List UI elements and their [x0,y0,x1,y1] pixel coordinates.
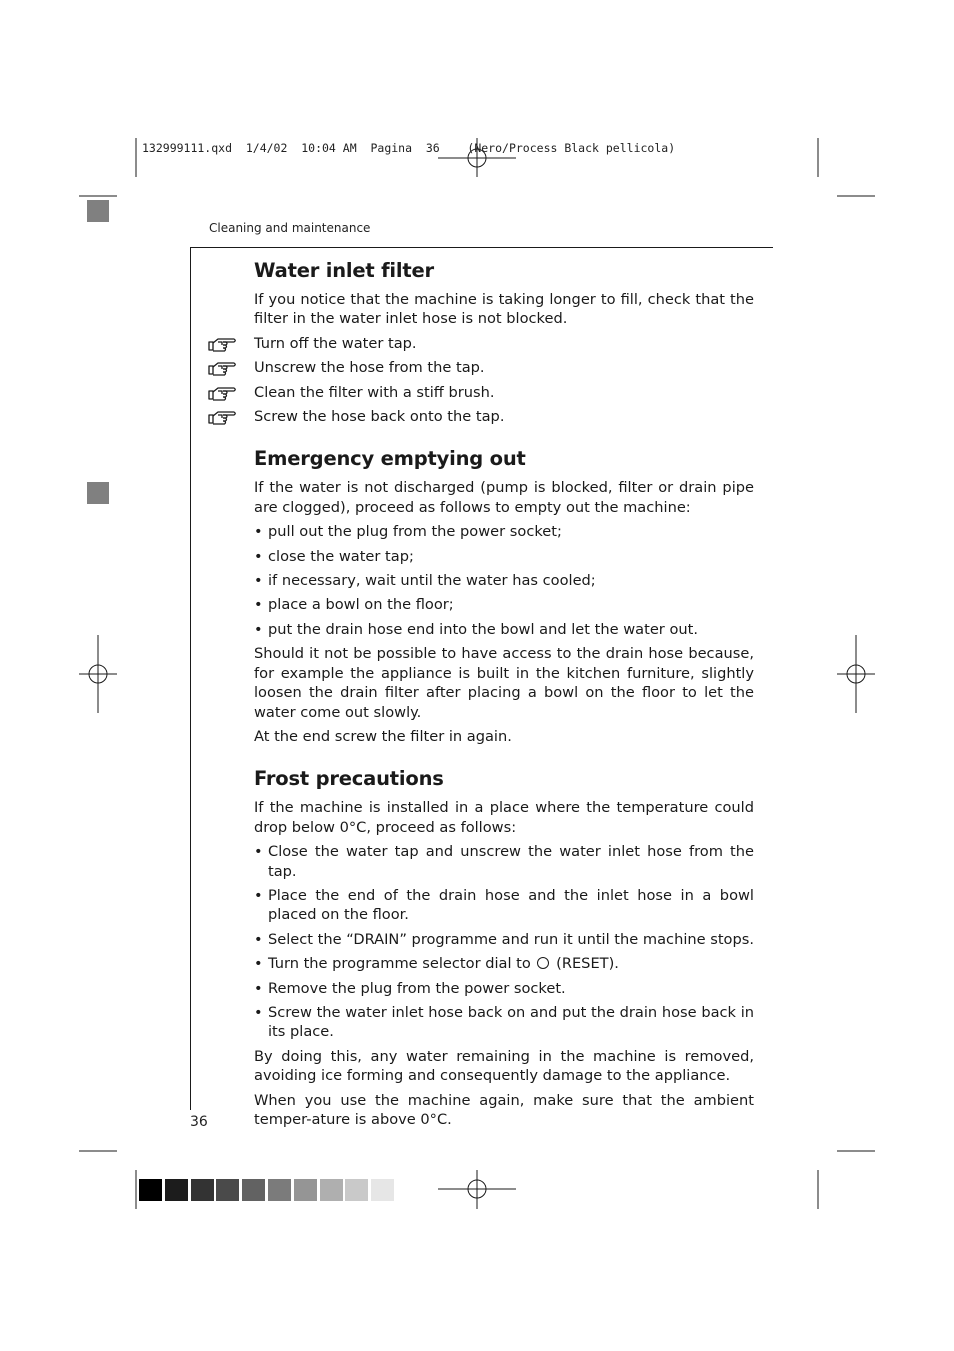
list-item-text: place a bowl on the floor; [268,596,454,614]
list-item-text: Close the water tap and unscrew the water inlet hose from the tap. [268,843,754,880]
reset-circle-icon [537,957,549,969]
step-item [254,334,754,353]
bullet-marker: • [254,547,263,565]
list-item [254,954,754,973]
body-paragraph: When you use the machine again, make sure that the ambient temper-ature is above 0°C. [254,1091,754,1128]
section-frost-precautions [254,766,754,1129]
list-item-text: pull out the plug from the power socket; [268,523,562,541]
body-paragraph: By doing this, any water remaining in the machine is removed, avoiding ice forming and consequently damage to the appliance. [254,1047,754,1085]
body-paragraph: Should it not be possible to have access to the drain hose because, for example the appliance is built in the kitchen furniture, slightly loosen the drain filter after placing a bowl on the floor to let the water come out slowly. [254,645,754,721]
bullet-marker: • [254,886,263,904]
list-item [254,595,754,614]
bullet-marker: • [254,843,263,861]
color-swatch [268,1179,291,1201]
step-item [254,358,754,377]
bullet-marker: • [254,930,263,948]
pointing-hand-icon [208,409,238,425]
list-item [254,1003,754,1042]
step-text: Clean the filter with a stiff brush. [254,383,495,401]
running-head: Cleaning and maintenance [209,221,371,235]
margin-rule [190,247,191,1110]
step-item [254,383,754,402]
header-rule [190,247,773,248]
intro-paragraph: If the water is not discharged (pump is blocked, filter or drain pipe are clogged), proceed as follows to empty out the machine: [254,479,754,516]
page-number: 36 [190,1114,208,1130]
bullet-marker: • [254,596,263,614]
print-slug: 132999111.qxd 1/4/02 10:04 AM Pagina 36 (Nero/Process Black pellicola) [142,141,676,155]
bullet-marker: • [254,1003,263,1021]
section-water-inlet-filter [254,258,754,426]
list-item-text: close the water tap; [268,547,414,565]
step-text: Unscrew the hose from the tap. [254,359,485,377]
page-content [254,258,754,1134]
color-swatch [191,1179,214,1201]
list-item [254,842,754,881]
list-item [254,930,754,949]
list-item-text: Select the “DRAIN” programme and run it until the machine stops. [268,930,754,948]
list-item-text: Screw the water inlet hose back on and put the drain hose back in its place. [268,1003,754,1041]
section-emergency-emptying [254,446,754,746]
section-marker-middle [87,482,109,504]
section-title: Emergency emptying out [254,447,526,471]
color-swatch [320,1179,343,1201]
list-item [254,547,754,566]
list-item [254,571,754,590]
section-marker-top [87,200,109,222]
body-paragraph: At the end screw the filter in again. [254,727,512,745]
dial-text-after: (RESET). [556,955,619,973]
step-item [254,407,754,426]
list-item-text [268,954,754,973]
dial-text-before: Turn the programme selector dial to [268,955,531,973]
bullet-marker: • [254,572,263,590]
list-item-text: if necessary, wait until the water has cooled; [268,572,596,590]
list-item-text: put the drain hose end into the bowl and let the water out. [268,620,698,638]
section-title: Frost precautions [254,767,444,791]
color-swatch [242,1179,265,1201]
color-swatch [294,1179,317,1201]
color-swatch [371,1179,394,1201]
bullet-marker: • [254,620,263,638]
step-text: Screw the hose back onto the tap. [254,408,505,426]
list-item-text: Remove the plug from the power socket. [268,979,566,997]
pointing-hand-icon [208,360,238,376]
bullet-marker: • [254,523,263,541]
step-text: Turn off the water tap. [254,334,417,352]
list-item-text: Place the end of the drain hose and the inlet hose in a bowl placed on the floor. [268,886,754,924]
list-item [254,979,754,998]
pointing-hand-icon [208,385,238,401]
color-swatch [165,1179,188,1201]
list-item [254,620,754,639]
bullet-marker: • [254,979,263,997]
pointing-hand-icon [208,336,238,352]
intro-paragraph: If the machine is installed in a place where the temperature could drop below 0°C, proceed as follows: [254,799,754,836]
section-title: Water inlet filter [254,259,434,282]
list-item [254,886,754,925]
color-swatch [216,1179,239,1201]
list-item [254,522,754,541]
intro-paragraph: If you notice that the machine is taking longer to fill, check that the filter in the water inlet hose is not blocked. [254,291,754,328]
bullet-marker: • [254,955,263,973]
color-swatch [139,1179,162,1201]
color-swatch [345,1179,368,1201]
